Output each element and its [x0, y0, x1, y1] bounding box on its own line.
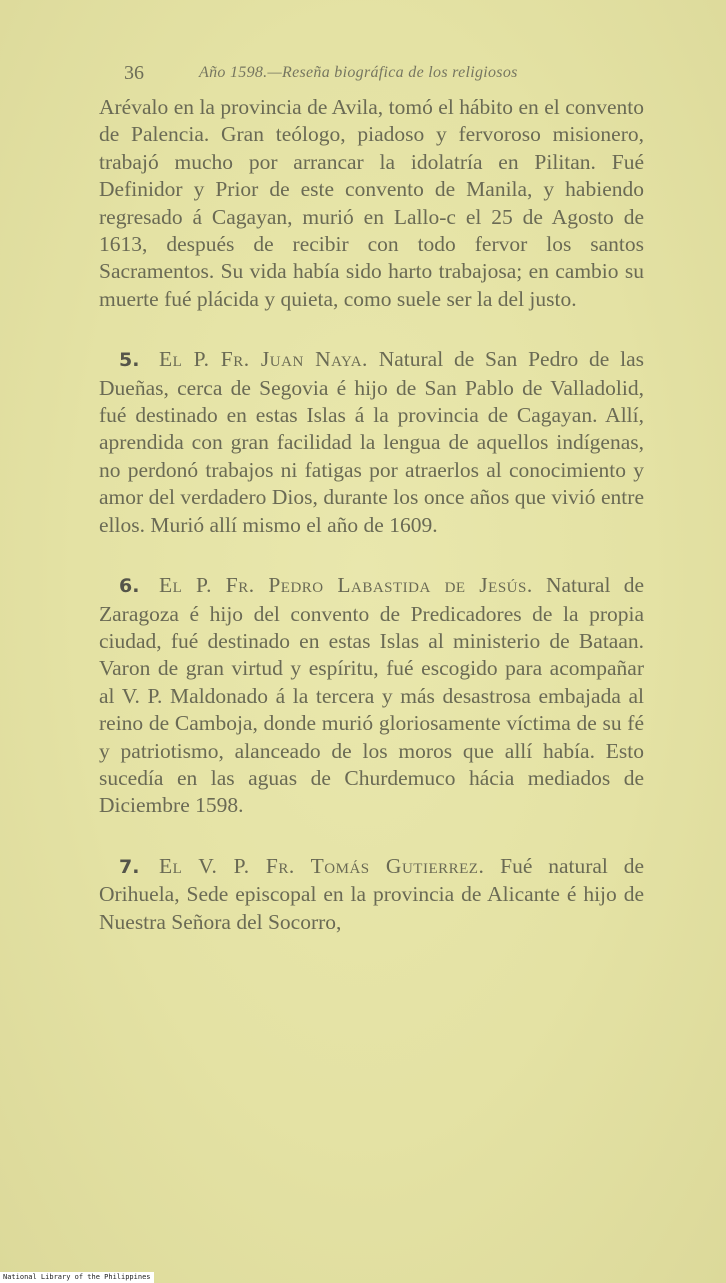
- entry-paragraph: [99, 853, 644, 936]
- entry-number: 5.: [119, 349, 140, 372]
- page-number: 36: [124, 62, 144, 84]
- entry-paragraph: [99, 572, 644, 820]
- body-text: [99, 94, 644, 936]
- entry-number: 6.: [119, 575, 140, 598]
- library-credit: National Library of the Philippines: [0, 1272, 154, 1283]
- entry-title: El P. Fr. Pedro Labastida de Jesús.: [159, 573, 533, 598]
- entry-text: Natural de Zaragoza é hijo del convento de Predicadores de la propia ciudad, fué destinado en estas Islas al ministerio de Bataan. Varon de gran virtud y espíritu, fué escogido para acompañar al V. P. Maldonado á la tercera y más desastrosa embajada al reino de Camboja, donde murió gloriosamente víctima de su fé y patriotismo, alanceado de los moros que allí había. Esto sucedía en las aguas de Churdemuco hácia mediados de Diciembre 1598.: [99, 573, 644, 818]
- entry-title: El P. Fr. Juan Naya.: [159, 347, 368, 372]
- paragraph-text: Arévalo en la provincia de Avila, tomó el hábito en el convento de Palencia. Gran teólogo, piadoso y fervoroso misionero, trabajó mucho por arrancar la idolatría en Pilitan. Fué Definidor y Prior de este convento de Manila, y habiendo regresado á Cagayan, murió en Lallo-c el 25 de Agosto de 1613, después de recibir con todo fervor los santos Sacramentos. Su vida había sido harto trabajosa; en cambio su muerte fué plácida y quieta, como suele ser la del justo.: [99, 95, 644, 311]
- page-header: [0, 62, 726, 88]
- entry-text: Fué natural de Orihuela, Sede episcopal en la provincia de Alicante é hijo de Nuestra Señora del Socorro,: [99, 853, 644, 934]
- entry-title: El V. P. Fr. Tomás Gutierrez.: [159, 853, 485, 878]
- entry-number: 7.: [119, 855, 140, 878]
- running-head: Año 1598.—Reseña biográfica de los religiosos: [199, 64, 518, 81]
- entry-text: Natural de San Pedro de las Dueñas, cerca de Segovia é hijo de San Pablo de Valladolid, fué destinado en estas Islas á la provincia de Cagayan. Allí, aprendida con gran facilidad la lengua de aquellos indígenas, no perdonó trabajos ni fatigas por atraerlos al conocimiento y amor del verdadero Dios, durante los once años que vivió entre ellos. Murió allí mismo el año de 1609.: [99, 347, 644, 537]
- entry-paragraph: [99, 346, 644, 539]
- continued-paragraph: [99, 94, 644, 313]
